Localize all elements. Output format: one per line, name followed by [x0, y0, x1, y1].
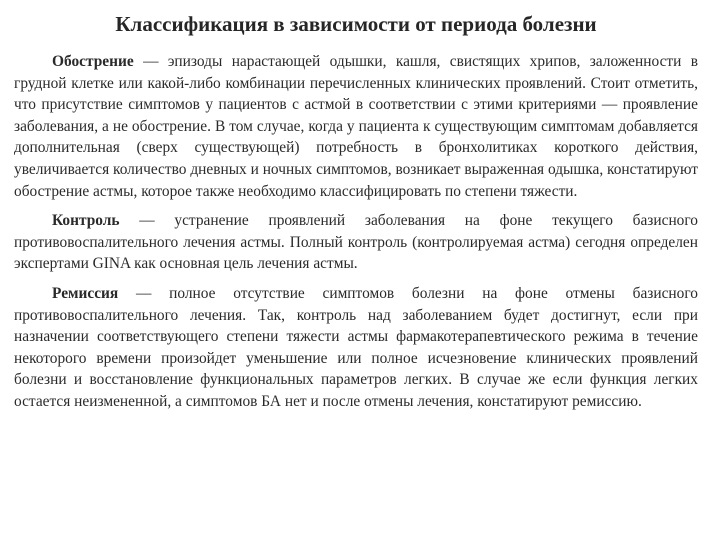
term-control: Контроль — [52, 212, 120, 230]
paragraph-control — [14, 210, 698, 275]
paragraph-exacerbation — [14, 51, 698, 202]
definition-exacerbation: — эпизоды нарастающей одышки, кашля, свистящих хрипов, заложенности в грудной клетке или какой-либо комбинации перечисленных клинических проявлений. Стоит отметить, что присутствие симптомов у пациентов с астмой в соответствии с этими критериями — проявление заболевания, а не обострение. В том случае, когда у пациента к существующим симптомам добавляется дополнительная (сверх существующей) потребность в бронхолитиках короткого действия, увеличивается количество дневных и ночных симптомов, возникает выраженная одышка, констатируют обострение астмы, которое также необходимо классифицировать по степени тяжести. — [14, 53, 698, 200]
term-remission: Ремиссия — [52, 284, 119, 302]
definition-remission: — полное отсутствие симптомов болезни на фоне отмены базисного противовоспалительного лечения. Так, контроль над заболеванием будет достигнут, если при назначении соответствующего степени тяжести астмы фармакотерапевтического режима в течение некоторого времени произойдет уменьшение или полное исчезновение клинических проявлений болезни и восстановление функциональных параметров легких. В случае же если функция легких остается неизмененной, а симптомов БА нет и после отмены лечения, констатируют ремиссию. — [14, 284, 698, 410]
page-title: Классификация в зависимости от периода болезни — [115, 12, 597, 36]
paragraph-remission — [14, 283, 698, 413]
definition-control: — устранение проявлений заболевания на фоне текущего базисного противовоспалительного лечения астмы. Полный контроль (контролируемая астма) сегодня определен экспертами GINA как основная цель лечения астмы. — [14, 212, 698, 273]
term-exacerbation: Обострение — [52, 53, 134, 70]
